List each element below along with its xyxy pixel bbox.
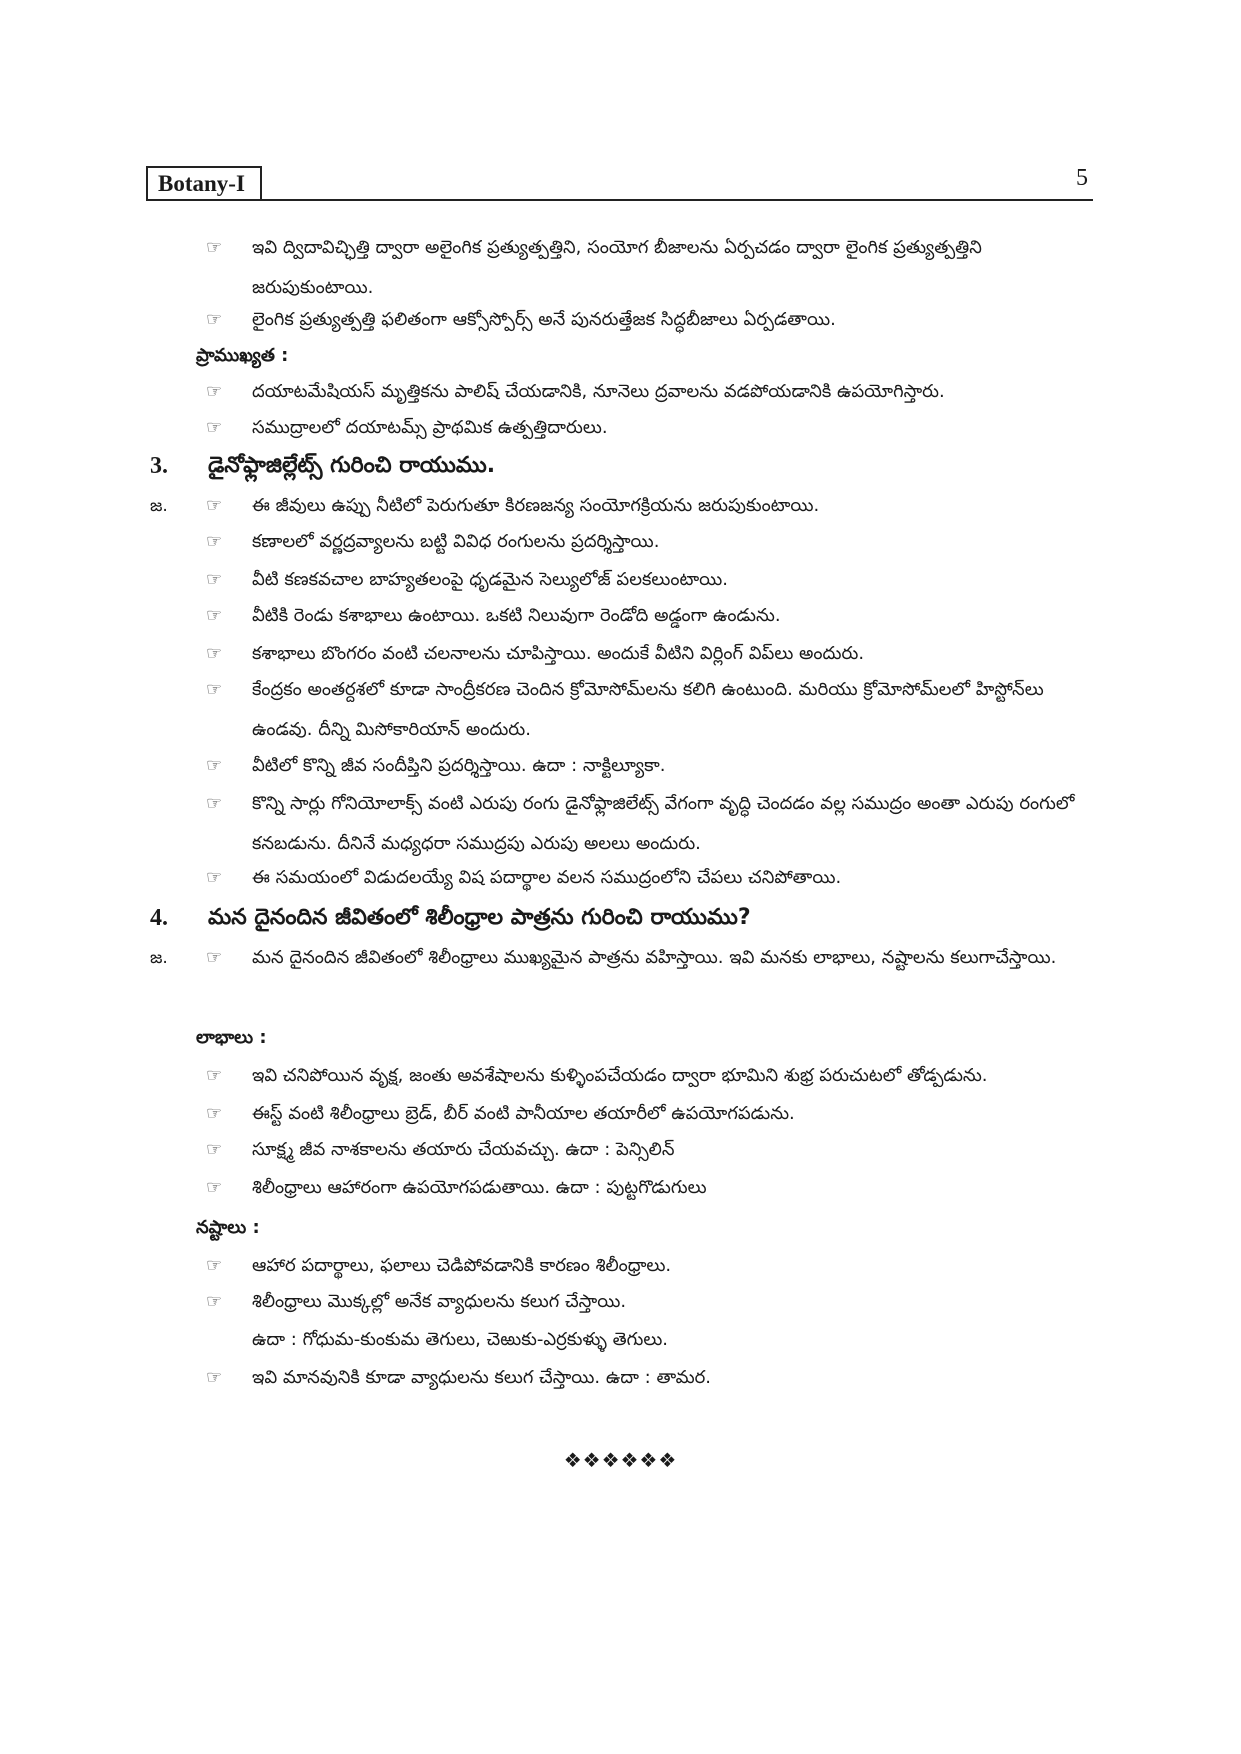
footer-ornament: ❖❖❖❖❖❖ [563, 1448, 678, 1472]
bullet-item [206, 784, 1094, 864]
example-text: ఉదా : గోధుమ-కుంకుమ తెగులు, చెఱుకు-ఎర్రకుళ్ళు తెగులు. [252, 1329, 669, 1350]
pointing-hand-icon: ☞ [206, 605, 223, 626]
pointing-hand-icon: ☞ [206, 1367, 223, 1388]
bullet-item [206, 1168, 1094, 1208]
pointing-hand-icon: ☞ [206, 309, 223, 330]
bullet-item [206, 1056, 1094, 1096]
bullet-text: సముద్రాలలో దయాటమ్స్ ప్రాథమిక ఉత్పత్తిదారులు. [252, 417, 608, 438]
pointing-hand-icon: ☞ [206, 643, 223, 664]
bullet-text: ఇవి మానవునికి కూడా వ్యాధులను కలుగ చేస్తాయి. ఉదా : తామర. [252, 1367, 712, 1388]
pointing-hand-icon: ☞ [206, 1065, 223, 1086]
bullet-text: కశాభాలు బొంగరం వంటి చలనాలను చూపిస్తాయి. అందుకే వీటిని విర్లింగ్ విప్‌లు అందురు. [252, 643, 865, 664]
pointing-hand-icon: ☞ [206, 531, 223, 552]
advantages-label: లాభాలు : [196, 1027, 267, 1048]
bullet-item [206, 596, 1094, 636]
pointing-hand-icon: ☞ [206, 381, 223, 402]
bullet-text: ఇవి చనిపోయిన వృక్ష, జంతు అవశేషాలను కుళ్ళింపచేయడం ద్వారా భూమిని శుభ్ర పరుచుటలో తోడ్పడును. [252, 1065, 988, 1086]
bullet-item [206, 1246, 1094, 1286]
bullet-text: శిలీంధ్రాలు ఆహారంగా ఉపయోగపడుతాయి. ఉదా : పుట్టగొడుగులు [252, 1177, 707, 1198]
bullet-text: శిలీంధ్రాలు మొక్కల్లో అనేక వ్యాధులను కలుగ చేస్తాయి. [252, 1291, 627, 1312]
bullet-text: కేంద్రకం అంతర్దశలో కూడా సాంద్రీకరణ చెందిన క్రోమోసోమ్‌లను కలిగి ఉంటుంది. మరియు క్రోమోసోమ్‌లలో హిస్టోన్‌లు ఉండవు. దీన్ని మిసోకారియాన్ అందురు. [252, 679, 1044, 740]
pointing-hand-icon: ☞ [206, 1291, 223, 1312]
importance-label: ప్రాముఖ్యత : [196, 345, 289, 366]
bullet-item [206, 1282, 1094, 1322]
bullet-item [206, 486, 1094, 526]
pointing-hand-icon: ☞ [206, 1103, 223, 1124]
pointing-hand-icon: ☞ [206, 569, 223, 590]
bullet-text: మన దైనందిన జీవితంలో శిలీంధ్రాలు ముఖ్యమైన పాత్రను వహిస్తాయి. ఇవి మనకు లాభాలు, నష్టాలను కలుగాచేస్తాయి. [252, 947, 1057, 968]
pointing-hand-icon: ☞ [206, 1139, 223, 1160]
bullet-text: కొన్ని సార్లు గోనియోలాక్స్ వంటి ఎరుపు రంగు డైనోఫ్లాజిలేట్స్ వేగంగా వృద్ధి చెందడం వల్ల సముద్రం అంతా ఎరుపు రంగులో కనబడును. దీనినే మధ్యధరా సముద్రపు ఎరుపు అలలు అందురు. [252, 793, 1075, 854]
question-number: 3. [150, 453, 168, 479]
pointing-hand-icon: ☞ [206, 947, 223, 968]
bullet-text: లైంగిక ప్రత్యుత్పత్తి ఫలితంగా ఆక్సోస్పోర్స్ అనే పునరుత్తేజక సిద్ధబీజాలు ఏర్పడతాయి. [252, 309, 836, 330]
bullet-text: వీటి కణకవచాల బాహ్యతలంపై ధృడమైన సెల్యులోజ్ పలకలుంటాయి. [252, 569, 729, 590]
bullet-text: వీటిలో కొన్ని జీవ సందీప్తిని ప్రదర్శిస్తాయి. ఉదా : నాక్టిల్యూకా. [252, 755, 666, 776]
bullet-item [206, 1358, 1094, 1398]
answer-label: జ. [150, 948, 168, 968]
bullet-item [206, 560, 1094, 600]
bullet-item [206, 858, 1094, 898]
disadvantages-label: నష్టాలు : [196, 1217, 260, 1238]
header-title-box: Botany-I [146, 166, 262, 201]
bullet-text: దయాటమేషియస్ మృత్తికను పాలిష్ చేయడానికి, నూనెలు ద్రవాలను వడపోయడానికి ఉపయోగిస్తారు. [252, 381, 945, 402]
bullet-item [206, 228, 1094, 308]
pointing-hand-icon: ☞ [206, 867, 223, 888]
bullet-text: ఇవి ద్విదావిచ్ఛిత్తి ద్వారా అలైంగిక ప్రత్యుత్పత్తిని, సంయోగ బీజాలను ఏర్పచడం ద్వారా లైంగిక ప్రత్యుత్పత్తిని జరుపుకుంటాయి. [252, 237, 982, 298]
question-heading: మన దైనందిన జీవితంలో శిలీంధ్రాల పాత్రను గురించి రాయుము? [208, 905, 751, 930]
question-heading: డైనోఫ్లాజిల్లేట్స్ గురించి రాయుము. [208, 453, 496, 478]
pointing-hand-icon: ☞ [206, 679, 223, 700]
pointing-hand-icon: ☞ [206, 417, 223, 438]
bullet-item [206, 408, 1094, 448]
pointing-hand-icon: ☞ [206, 1177, 223, 1198]
header-rule [262, 199, 1093, 201]
pointing-hand-icon: ☞ [206, 1255, 223, 1276]
bullet-text: ఈ జీవులు ఉప్పు నీటిలో పెరుగుతూ కిరణజన్య సంయోగక్రియను జరుపుకుంటాయి. [252, 495, 820, 516]
bullet-text: ఈస్ట్ వంటి శిలీంధ్రాలు బ్రెడ్, బీర్ వంటి పానీయాల తయారీలో ఉపయోగపడును. [252, 1103, 795, 1124]
pointing-hand-icon: ☞ [206, 237, 223, 258]
question-number: 4. [150, 905, 168, 931]
bullet-item [206, 670, 1094, 750]
bullet-text: ఈ సమయంలో విడుదలయ్యే విష పదార్థాల వలన సముద్రంలోని చేపలు చనిపోతాయి. [252, 867, 842, 888]
pointing-hand-icon: ☞ [206, 755, 223, 776]
bullet-text: కణాలలో వర్ణద్రవ్యాలను బట్టి వివిధ రంగులను ప్రదర్శిస్తాయి. [252, 531, 660, 552]
bullet-item [206, 1094, 1094, 1134]
pointing-hand-icon: ☞ [206, 793, 223, 814]
bullet-item [206, 634, 1094, 674]
bullet-item [206, 372, 1094, 412]
answer-label: జ. [150, 496, 168, 516]
page-number: 5 [1076, 165, 1088, 191]
bullet-item [206, 746, 1094, 786]
bullet-item [206, 1130, 1094, 1170]
bullet-item [206, 522, 1094, 562]
pointing-hand-icon: ☞ [206, 495, 223, 516]
bullet-text: ఆహార పదార్థాలు, ఫలాలు చెడిపోవడానికి కారణం శిలీంధ్రాలు. [252, 1255, 672, 1276]
bullet-text: వీటికి రెండు కశాభాలు ఉంటాయి. ఒకటి నిలువుగా రెండోది అడ్డంగా ఉండును. [252, 605, 781, 626]
bullet-text: సూక్ష్మ జీవ నాశకాలను తయారు చేయవచ్చు. ఉదా : పెన్సిలిన్ [252, 1139, 675, 1160]
bullet-item [206, 300, 1094, 340]
bullet-item [206, 938, 1094, 978]
